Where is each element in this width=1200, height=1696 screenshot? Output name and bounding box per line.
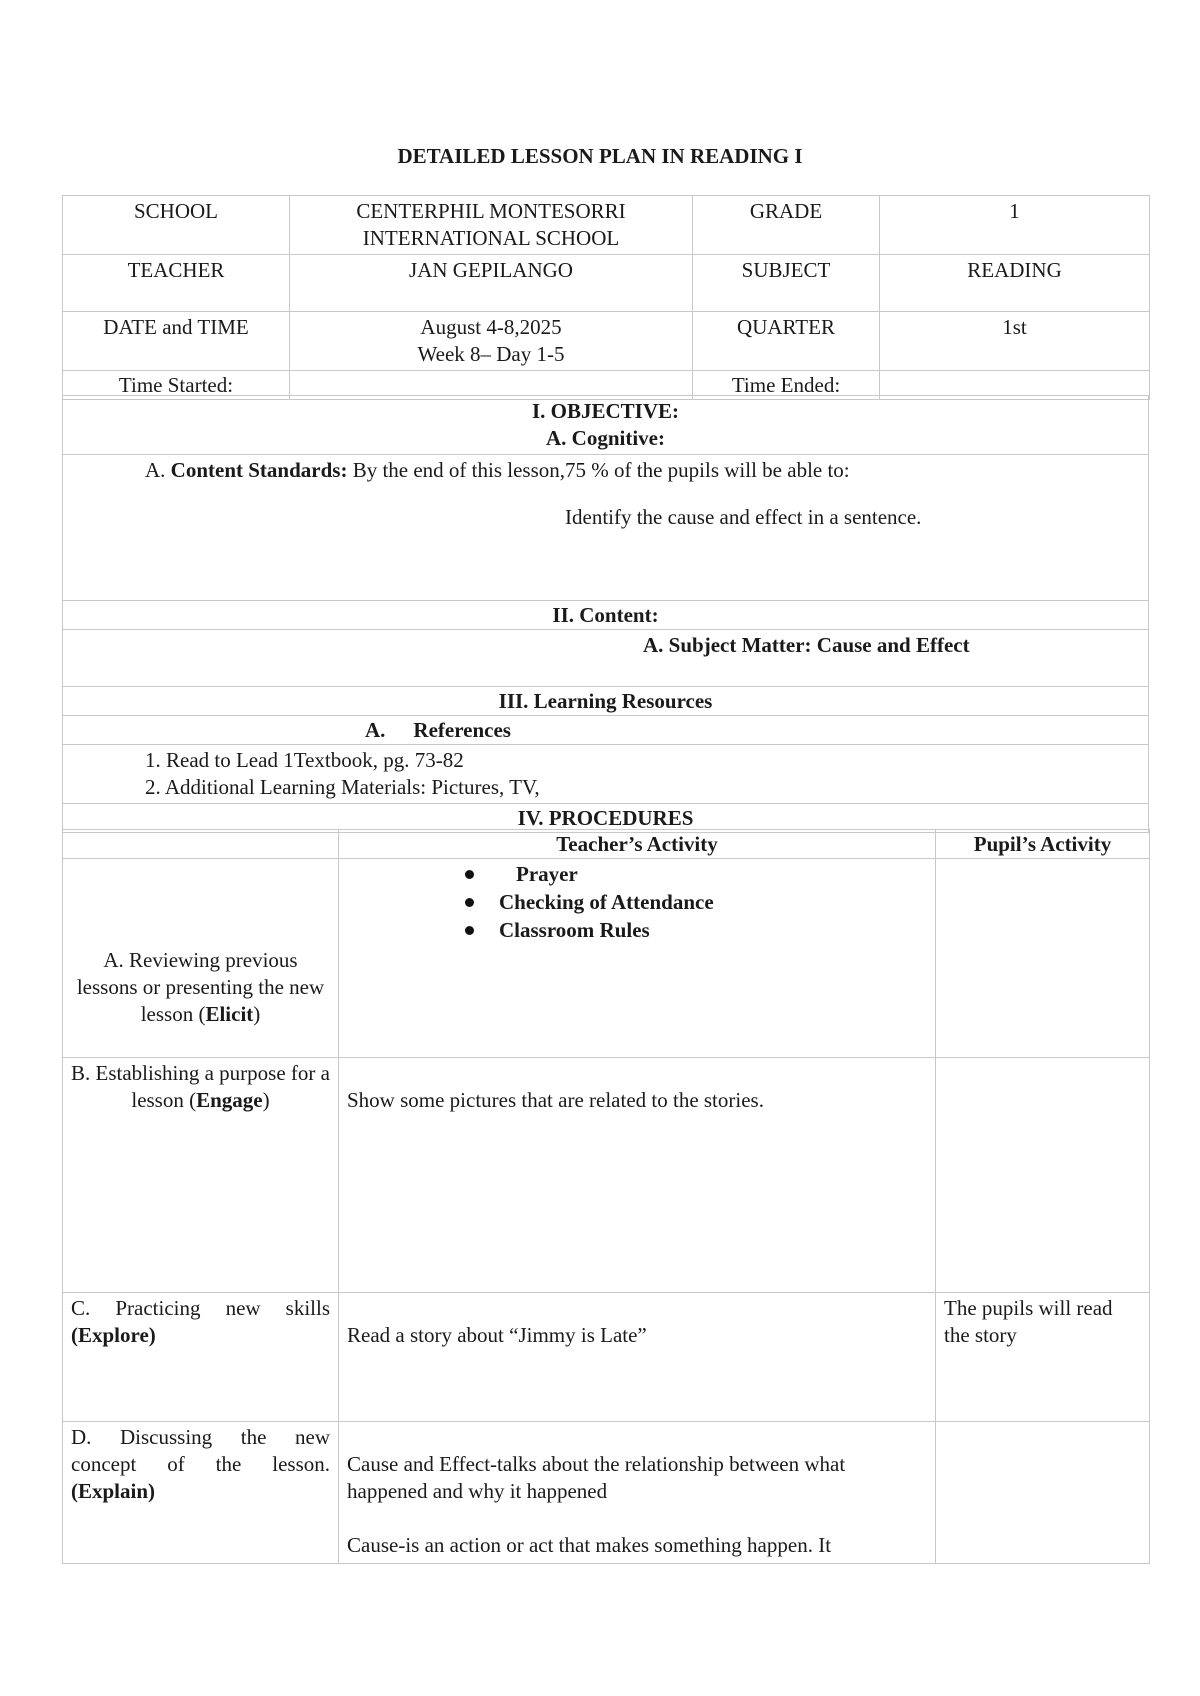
- grade-label: GRADE: [693, 196, 880, 255]
- content-standards: A. Content Standards: By the end of this lesson,75 % of the pupils will be able to:: [145, 458, 850, 482]
- plan-sections-table: [62, 395, 1149, 833]
- step-b-label: B. Establishing a purpose for a lesson (Engage): [63, 1058, 339, 1293]
- header-table: [62, 195, 1150, 400]
- content-standards-cell: [63, 455, 1149, 601]
- procedures-table: [62, 829, 1150, 1564]
- step-a-pupil: [936, 859, 1150, 1058]
- time-ended-label: Time Ended:: [693, 371, 880, 400]
- quarter-value: 1st: [880, 312, 1150, 371]
- references-list: [63, 745, 1149, 804]
- school-value: CENTERPHIL MONTESORRI INTERNATIONAL SCHOOL: [290, 196, 693, 255]
- bullet-item: Classroom Rules: [499, 917, 927, 945]
- subject-value: READING: [880, 255, 1150, 312]
- reference-item: 1. Read to Lead 1Textbook, pg. 73-82: [145, 748, 464, 772]
- learning-resources-heading: III. Learning Resources: [63, 687, 1149, 716]
- objective-heading: I. OBJECTIVE: A. Cognitive:: [63, 396, 1149, 455]
- step-d-label: D. Discussing the new concept of the lesson. (Explain): [63, 1422, 339, 1564]
- subject-label: SUBJECT: [693, 255, 880, 312]
- step-a-teacher: [339, 859, 936, 1058]
- bullet-icon: [465, 870, 474, 879]
- pupil-activity-header: Pupil’s Activity: [936, 830, 1150, 859]
- step-c-teacher: Read a story about “Jimmy is Late”: [339, 1293, 936, 1422]
- opening-routine-list: [499, 861, 927, 945]
- step-b-teacher: Show some pictures that are related to the stories.: [339, 1058, 936, 1293]
- school-label: SCHOOL: [63, 196, 290, 255]
- content-heading: II. Content:: [63, 601, 1149, 630]
- datetime-label: DATE and TIME: [63, 312, 290, 371]
- step-a-label: A. Reviewing previous lessons or presenting the new lesson (Elicit): [63, 859, 339, 1058]
- bullet-icon: [465, 926, 474, 935]
- step-b-pupil: [936, 1058, 1150, 1293]
- grade-value: 1: [880, 196, 1150, 255]
- reference-item: 2. Additional Learning Materials: Pictures, TV,: [145, 775, 540, 799]
- datetime-value: August 4-8,2025 Week 8– Day 1-5: [290, 312, 693, 371]
- bullet-item: Checking of Attendance: [499, 889, 927, 917]
- objective-goal: Identify the cause and effect in a sentence.: [565, 505, 922, 529]
- procedures-heading: IV. PROCEDURES: [63, 804, 1149, 833]
- step-c-label: C. Practicing new skills (Explore): [63, 1293, 339, 1422]
- step-d-teacher: Cause and Effect-talks about the relationship between what happened and why it happened Cause-is an action or act that makes something happen. It: [339, 1422, 936, 1564]
- bullet-item: Prayer: [499, 861, 927, 889]
- bullet-icon: [465, 898, 474, 907]
- time-started-label: Time Started:: [63, 371, 290, 400]
- teacher-value: JAN GEPILANGO: [290, 255, 693, 312]
- step-c-pupil: The pupils will read the story: [936, 1293, 1150, 1422]
- teacher-activity-header: Teacher’s Activity: [339, 830, 936, 859]
- quarter-label: QUARTER: [693, 312, 880, 371]
- page-title: DETAILED LESSON PLAN IN READING I: [397, 144, 803, 168]
- procedures-blank-header: [63, 830, 339, 859]
- references-heading: A. References: [63, 716, 1149, 745]
- teacher-label: TEACHER: [63, 255, 290, 312]
- subject-matter: A. Subject Matter: Cause and Effect: [63, 630, 1149, 687]
- step-d-pupil: [936, 1422, 1150, 1564]
